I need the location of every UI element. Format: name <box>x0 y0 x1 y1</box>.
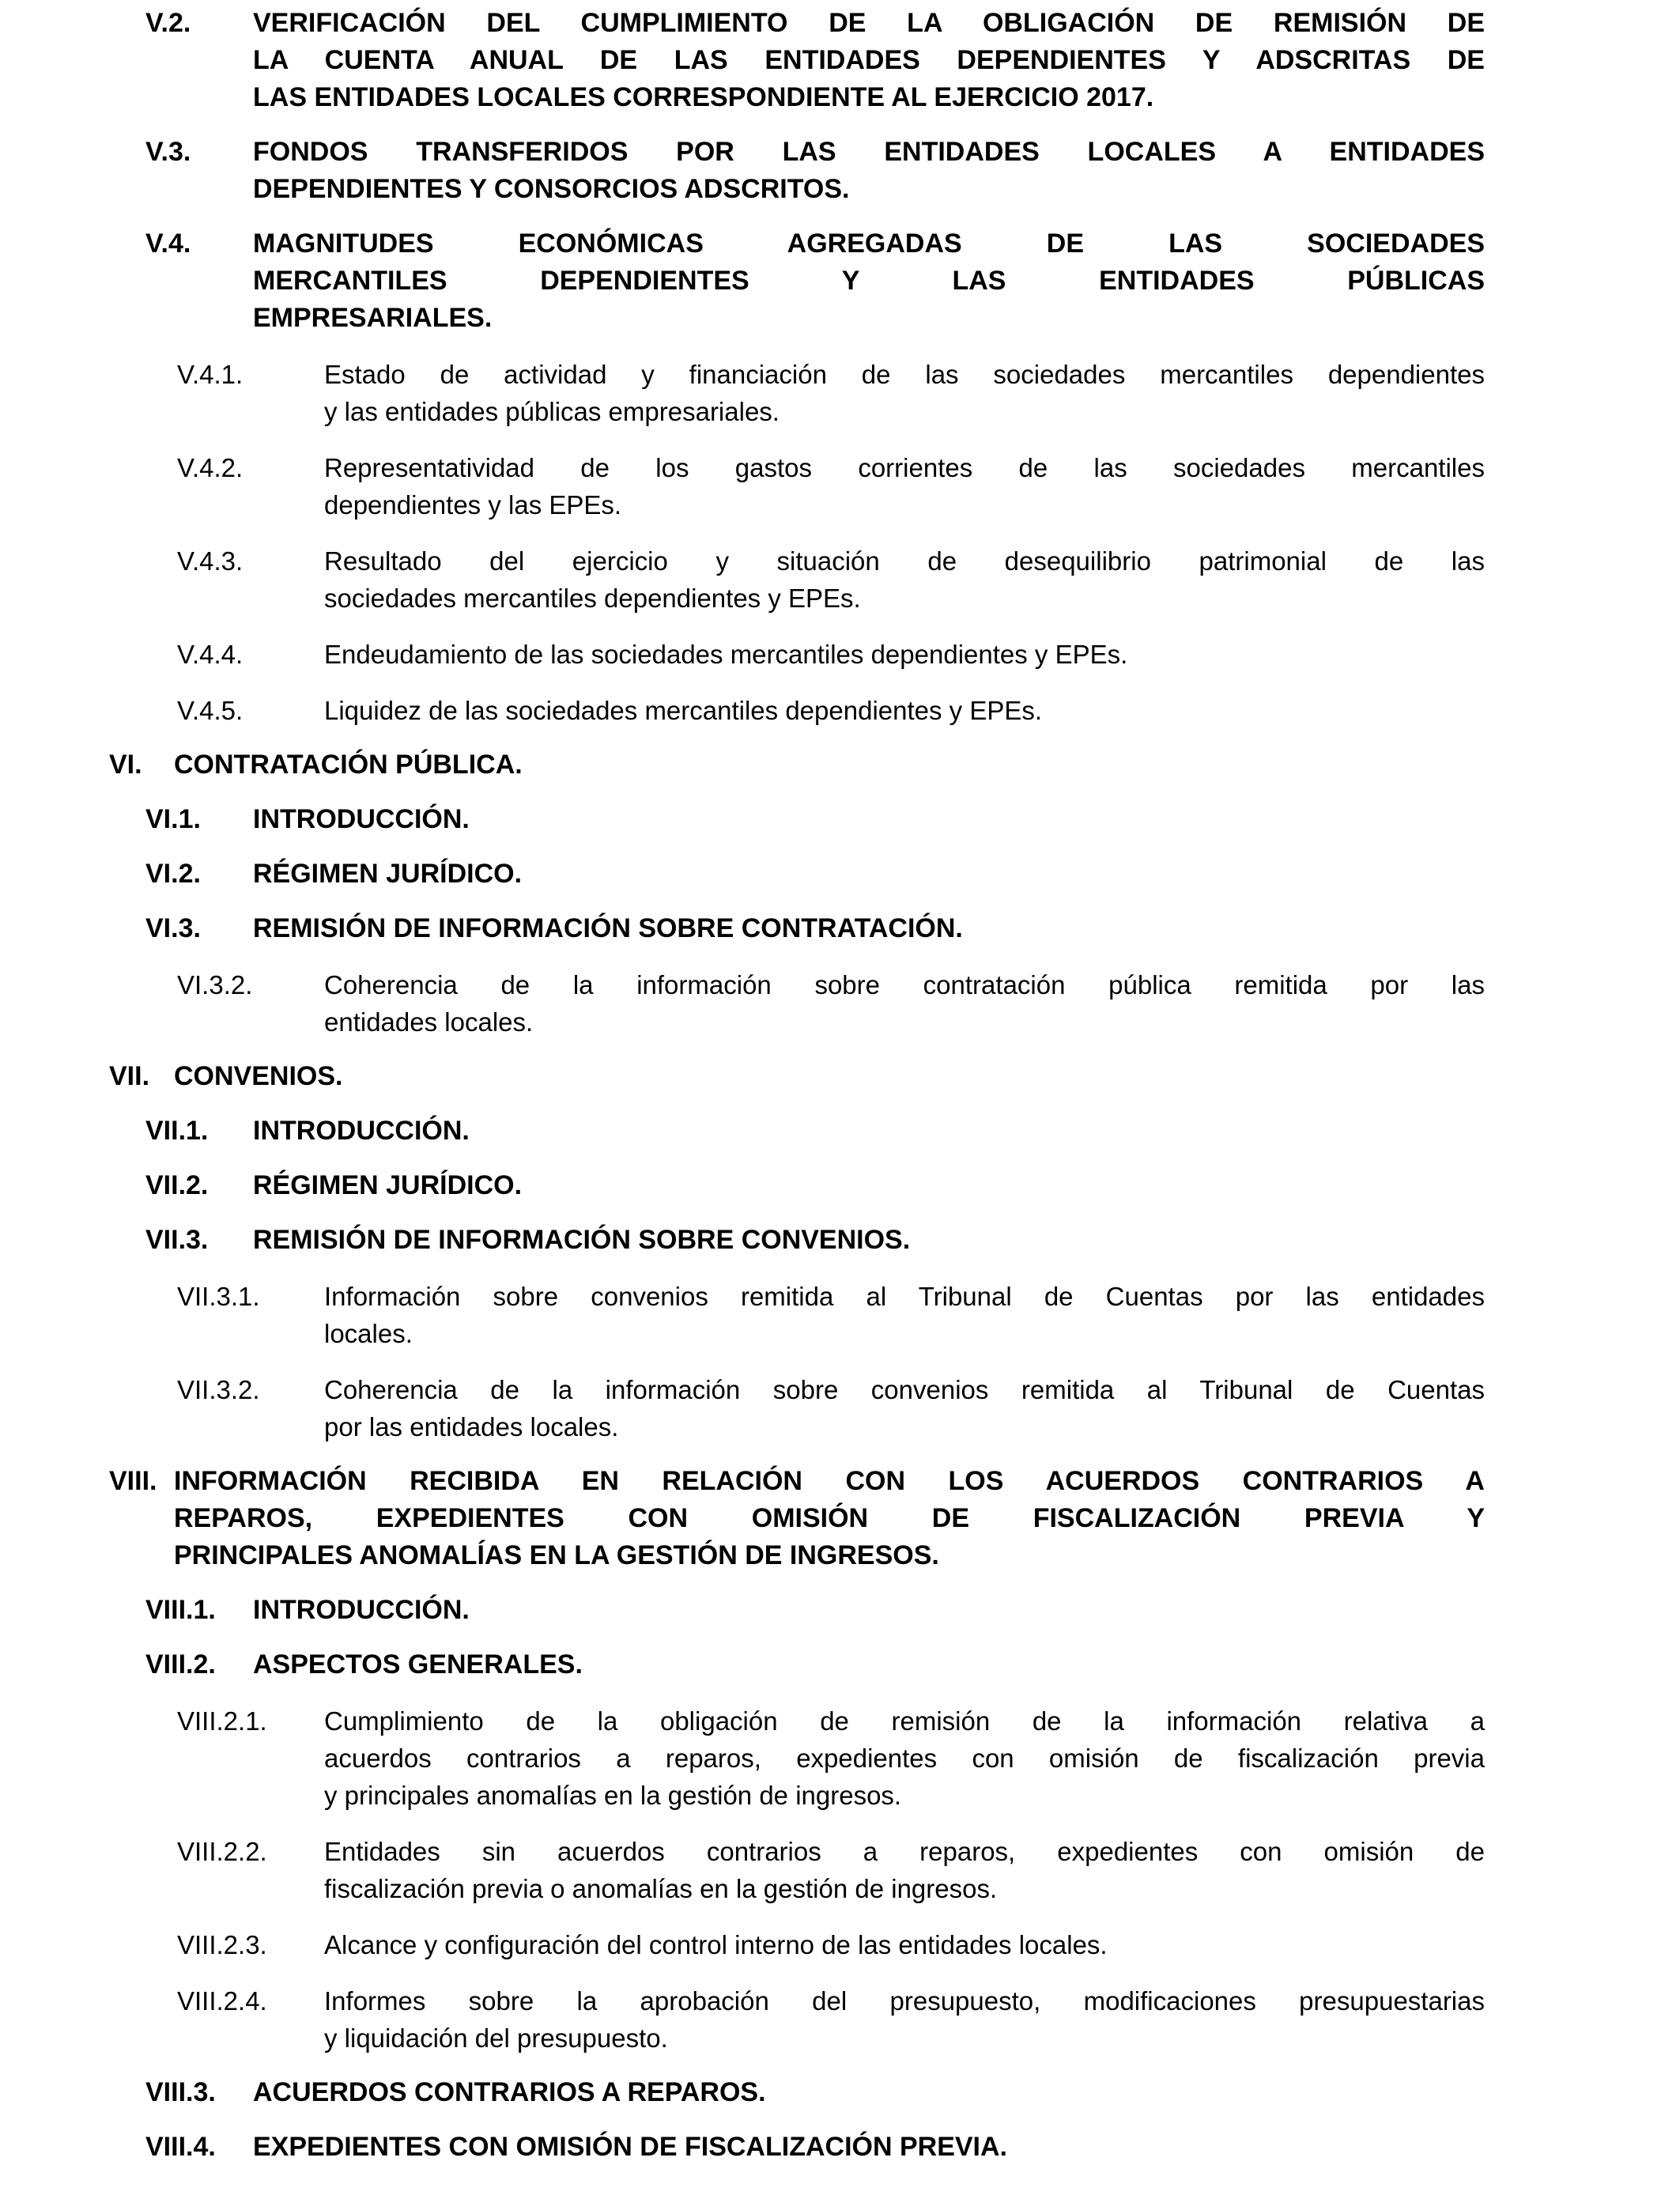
toc-entry-title-line: MERCANTILES DEPENDIENTES Y LAS ENTIDADES PÚBLICAS <box>253 266 1485 296</box>
toc-entry-number: V.4.1. <box>177 360 244 389</box>
toc-entry-title <box>324 692 1485 729</box>
toc-entry-title-line: PRINCIPALES ANOMALÍAS EN LA GESTIÓN DE INGRESOS. <box>174 1540 939 1570</box>
toc-entry-title-line: INTRODUCCIÓN. <box>253 1595 470 1625</box>
toc-entry-number: VIII.2.4. <box>177 1986 267 2016</box>
toc-entry-title-line: INTRODUCCIÓN. <box>253 1116 470 1146</box>
toc-entry-title <box>324 1833 1485 1907</box>
toc-entry-title <box>253 910 1485 947</box>
toc-entry-title <box>253 1113 1485 1150</box>
toc-entry[interactable] <box>177 356 1485 430</box>
toc-entry[interactable] <box>177 1278 1485 1352</box>
toc-entry-title <box>253 801 1485 838</box>
toc-entry-number: VI.3. <box>145 913 201 943</box>
toc-entry-number: VIII.1. <box>145 1595 216 1625</box>
toc-entry-title-line: locales. <box>324 1319 413 1348</box>
toc-entry-number: V.4.4. <box>177 640 244 669</box>
toc-entry[interactable] <box>145 2129 1485 2166</box>
toc-entry-title <box>324 449 1485 523</box>
toc-entry-title <box>174 1463 1485 1574</box>
toc-entry-number: VII.3. <box>145 1225 209 1255</box>
toc-entry[interactable] <box>177 542 1485 617</box>
toc-entry-number: V.3. <box>145 137 191 167</box>
toc-entry-title <box>253 1222 1485 1259</box>
toc-entry-title-line: DEPENDIENTES Y CONSORCIOS ADSCRITOS. <box>253 174 850 204</box>
toc-entry-title-line: Informes sobre la aprobación del presupuesto, modificaciones presupuestarias <box>324 1986 1485 2016</box>
toc-entry-title <box>253 5 1485 116</box>
toc-entry-number: VI.3.2. <box>177 970 253 999</box>
toc-entry-number: V.2. <box>145 8 191 38</box>
toc-entry[interactable] <box>145 1222 1485 1259</box>
toc-entry-title-line: Información sobre convenios remitida al Tribunal de Cuentas por las entidades <box>324 1282 1485 1311</box>
toc-entry-title-line: RÉGIMEN JURÍDICO. <box>253 1170 523 1200</box>
toc-entry-number: VIII.2. <box>145 1649 216 1679</box>
toc-entry-number: VIII.2.1. <box>177 1706 267 1736</box>
toc-entry-title-line: REMISIÓN DE INFORMACIÓN SOBRE CONTRATACIÓN. <box>253 913 963 943</box>
toc-entry-number: VI. <box>109 750 142 780</box>
toc-entry-title-line: Endeudamiento de las sociedades mercantiles dependientes y EPEs. <box>324 640 1128 669</box>
toc-entry-title-line: INTRODUCCIÓN. <box>253 804 470 834</box>
toc-entry-title-line: MAGNITUDES ECONÓMICAS AGREGADAS DE LAS SOCIEDADES <box>253 229 1485 259</box>
toc-entry[interactable] <box>145 801 1485 838</box>
toc-entry-title-line: Cumplimiento de la obligación de remisión de la información relativa a <box>324 1706 1485 1736</box>
toc-entry-title <box>253 2074 1485 2111</box>
toc-entry-title-line: FONDOS TRANSFERIDOS POR LAS ENTIDADES LOCALES A ENTIDADES <box>253 137 1485 167</box>
toc-entry[interactable] <box>177 1371 1485 1445</box>
toc-entry[interactable] <box>177 1833 1485 1907</box>
toc-entry-title <box>324 966 1485 1041</box>
toc-entry-title <box>324 1982 1485 2057</box>
toc-entry-title-line: fiscalización previa o anomalías en la gestión de ingresos. <box>324 1874 998 1903</box>
toc-entry-number: VII.3.2. <box>177 1375 260 1404</box>
toc-entry-title-line: REPAROS, EXPEDIENTES CON OMISIÓN DE FISCALIZACIÓN PREVIA Y <box>174 1503 1485 1533</box>
toc-entry[interactable] <box>109 1463 1485 1574</box>
toc-entry[interactable] <box>145 2074 1485 2111</box>
toc-entry[interactable] <box>145 1646 1485 1683</box>
toc-entry-title-line: RÉGIMEN JURÍDICO. <box>253 859 523 889</box>
toc-entry-title-line: CONVENIOS. <box>174 1061 343 1091</box>
toc-entry[interactable] <box>145 225 1485 337</box>
toc-entry-title-line: entidades locales. <box>324 1007 534 1037</box>
toc-entry-title-line: Alcance y configuración del control interno de las entidades locales. <box>324 1930 1108 1959</box>
table-of-contents <box>0 5 1680 2199</box>
toc-entry-number: V.4.2. <box>177 453 244 482</box>
toc-entry-title <box>324 1278 1485 1352</box>
toc-entry-title-line: Estado de actividad y financiación de las sociedades mercantiles dependientes <box>324 360 1485 389</box>
toc-entry[interactable] <box>145 5 1485 116</box>
toc-entry-title-line: y liquidación del presupuesto. <box>324 2023 668 2053</box>
toc-entry-title <box>253 1167 1485 1204</box>
toc-entry-number: VIII. <box>109 1466 157 1496</box>
toc-entry-title-line: LAS ENTIDADES LOCALES CORRESPONDIENTE AL EJERCICIO 2017. <box>253 82 1154 112</box>
toc-entry-title <box>253 1592 1485 1629</box>
toc-entry-title-line: EMPRESARIALES. <box>253 303 493 333</box>
toc-entry-title-line: EXPEDIENTES CON OMISIÓN DE FISCALIZACIÓN PREVIA. <box>253 2132 1007 2162</box>
toc-entry[interactable] <box>145 910 1485 947</box>
toc-entry-title-line: ACUERDOS CONTRARIOS A REPAROS. <box>253 2077 766 2107</box>
toc-entry-title <box>324 1702 1485 1814</box>
toc-entry-title <box>253 2129 1485 2166</box>
toc-entry[interactable] <box>177 1982 1485 2057</box>
toc-entry-title-line: REMISIÓN DE INFORMACIÓN SOBRE CONVENIOS. <box>253 1225 911 1255</box>
toc-entry-number: VIII.4. <box>145 2132 216 2162</box>
toc-entry-title <box>324 356 1485 430</box>
toc-entry[interactable] <box>177 692 1485 729</box>
toc-entry-title <box>324 1371 1485 1445</box>
toc-entry[interactable] <box>145 856 1485 893</box>
toc-entry-title-line: VERIFICACIÓN DEL CUMPLIMIENTO DE LA OBLIGACIÓN DE REMISIÓN DE <box>253 8 1485 38</box>
toc-entry[interactable] <box>177 636 1485 673</box>
toc-entry[interactable] <box>177 966 1485 1041</box>
toc-entry-number: VIII.2.2. <box>177 1837 267 1866</box>
toc-entry-title-line: CONTRATACIÓN PÚBLICA. <box>174 750 523 780</box>
toc-entry-title-line: Representatividad de los gastos corrientes de las sociedades mercantiles <box>324 453 1485 482</box>
toc-entry-number: VII.3.1. <box>177 1282 260 1311</box>
toc-entry-title <box>253 225 1485 337</box>
toc-entry[interactable] <box>145 1167 1485 1204</box>
toc-entry-title-line: por las entidades locales. <box>324 1412 619 1441</box>
toc-entry-title-line: y principales anomalías en la gestión de ingresos. <box>324 1781 902 1810</box>
toc-entry-title-line: Entidades sin acuerdos contrarios a reparos, expedientes con omisión de <box>324 1837 1485 1866</box>
toc-entry-title <box>324 1926 1485 1963</box>
toc-entry-title <box>253 1646 1485 1683</box>
toc-entry-title <box>174 1058 1485 1095</box>
toc-entry[interactable] <box>109 746 1485 784</box>
toc-entry-number: VI.2. <box>145 859 201 889</box>
toc-entry-title-line: INFORMACIÓN RECIBIDA EN RELACIÓN CON LOS ACUERDOS CONTRARIOS A <box>174 1466 1485 1496</box>
toc-entry-number: V.4. <box>145 229 191 259</box>
toc-entry[interactable] <box>177 449 1485 523</box>
toc-entry-number: VII. <box>109 1061 150 1091</box>
toc-entry-title-line: LA CUENTA ANUAL DE LAS ENTIDADES DEPENDIENTES Y ADSCRITAS DE <box>253 45 1485 75</box>
toc-entry-title-line: Coherencia de la información sobre convenios remitida al Tribunal de Cuentas <box>324 1375 1485 1404</box>
toc-entry[interactable] <box>145 1592 1485 1629</box>
toc-entry-number: VIII.2.3. <box>177 1930 267 1959</box>
toc-entry-title <box>253 134 1485 208</box>
toc-entry-title-line: Resultado del ejercicio y situación de desequilibrio patrimonial de las <box>324 546 1485 576</box>
toc-entry-number: V.4.5. <box>177 696 244 725</box>
toc-entry-title <box>174 746 1485 784</box>
toc-entry-number: VIII.3. <box>145 2077 216 2107</box>
toc-entry[interactable] <box>177 1926 1485 1963</box>
toc-entry[interactable] <box>145 1113 1485 1150</box>
toc-entry-title <box>253 856 1485 893</box>
toc-entry-title-line: dependientes y las EPEs. <box>324 490 622 520</box>
toc-entry-number: VI.1. <box>145 804 201 834</box>
toc-entry-title <box>324 542 1485 617</box>
toc-entry-title-line: sociedades mercantiles dependientes y EPEs. <box>324 584 861 613</box>
toc-entry-number: V.4.3. <box>177 546 244 576</box>
toc-entry[interactable] <box>109 1058 1485 1095</box>
toc-entry-title-line: y las entidades públicas empresariales. <box>324 397 780 426</box>
toc-entry-title <box>324 636 1485 673</box>
toc-entry-title-line: Liquidez de las sociedades mercantiles dependientes y EPEs. <box>324 696 1043 725</box>
toc-entry[interactable] <box>177 1702 1485 1814</box>
toc-entry[interactable] <box>145 134 1485 208</box>
toc-entry-title-line: Coherencia de la información sobre contratación pública remitida por las <box>324 970 1485 999</box>
toc-entry-number: VII.1. <box>145 1116 209 1146</box>
toc-entry-title-line: ASPECTOS GENERALES. <box>253 1649 583 1679</box>
toc-entry-number: VII.2. <box>145 1170 209 1200</box>
toc-entry-title-line: acuerdos contrarios a reparos, expedientes con omisión de fiscalización previa <box>324 1744 1485 1773</box>
